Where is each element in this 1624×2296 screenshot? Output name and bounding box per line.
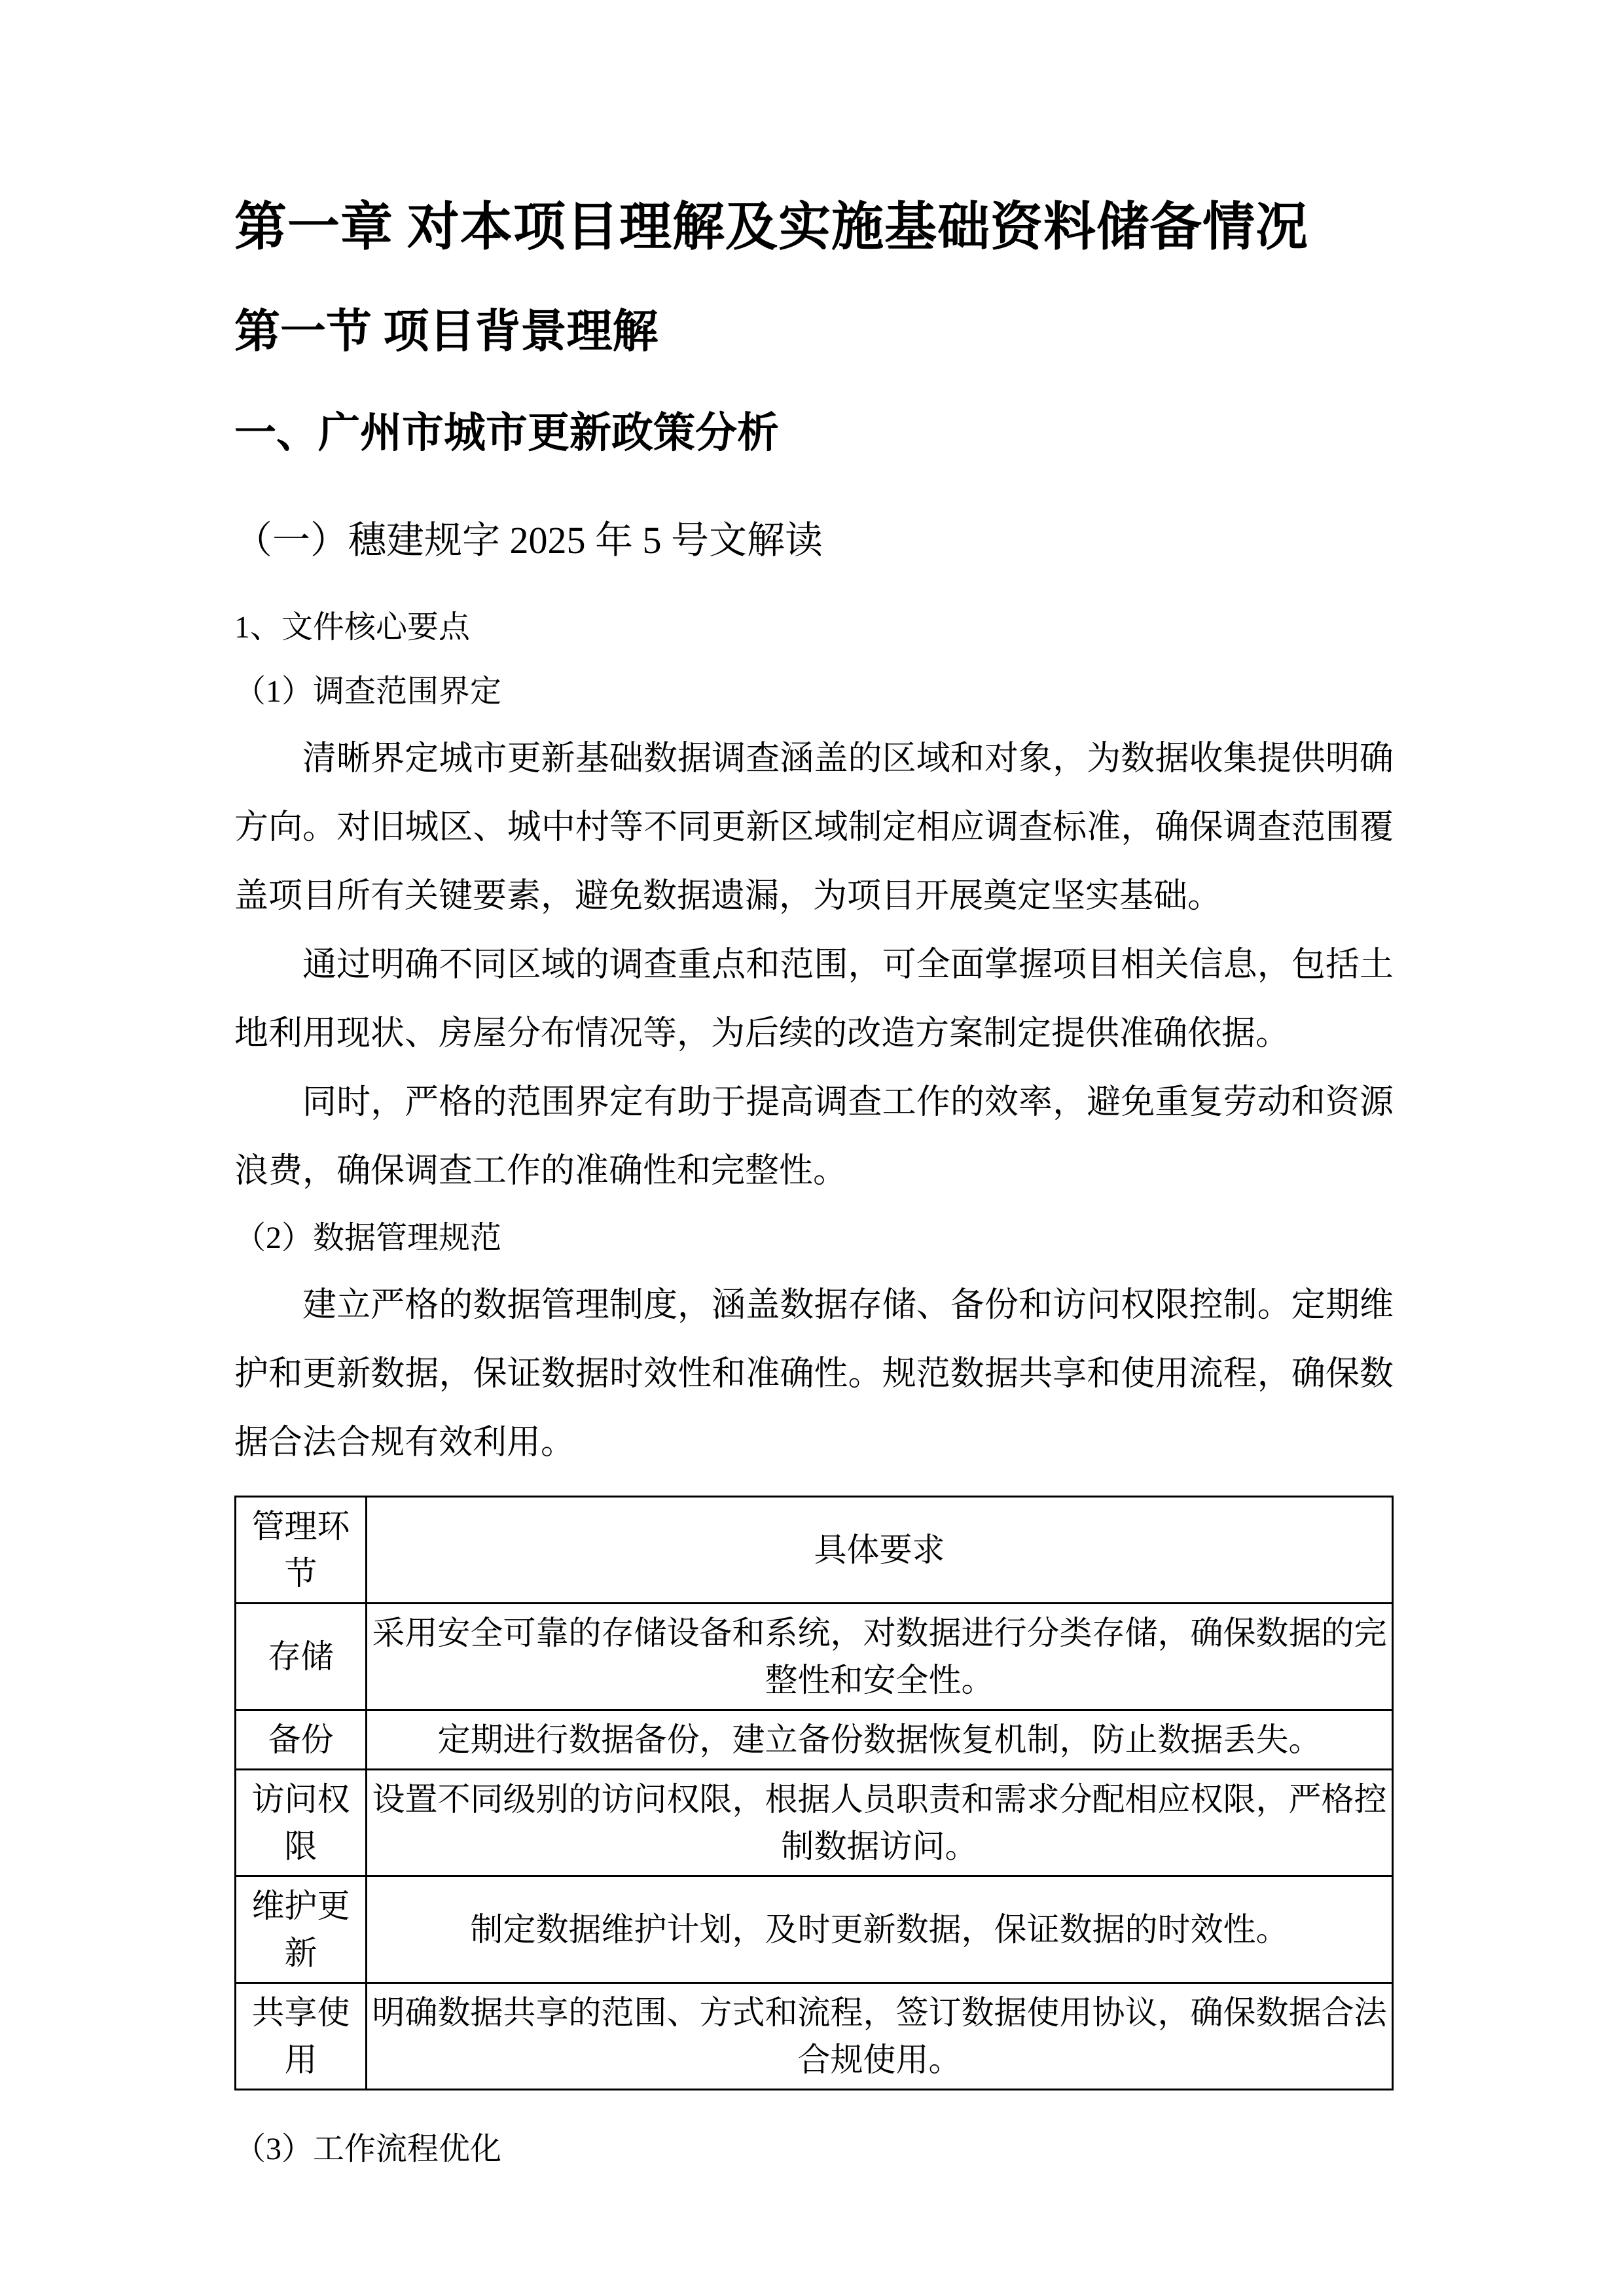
point-heading-core-points: 1、文件核心要点 — [234, 609, 471, 645]
paragraph-data-management: 建立严格的数据管理制度，涵盖数据存储、备份和访问权限控制。定期维护和更新数据，保证数据时效性和准确性。规范数据共享和使用流程，确保数据合法合规有效利用。 — [234, 1286, 1394, 1462]
table-cell-requirement: 设置不同级别的访问权限，根据人员职责和需求分配相应权限，严格控制数据访问。 — [367, 1769, 1393, 1876]
table-header-requirement: 具体要求 — [367, 1496, 1393, 1603]
table-cell-stage: 维护更新 — [236, 1876, 367, 1982]
table-cell-requirement: 定期进行数据备份，建立备份数据恢复机制，防止数据丢失。 — [367, 1710, 1393, 1769]
table-cell-stage: 访问权限 — [236, 1769, 367, 1876]
sub-point-workflow-optimization: （3）工作流程优化 — [234, 2131, 502, 2166]
table-header-stage: 管理环节 — [236, 1496, 367, 1603]
table-cell-requirement: 制定数据维护计划，及时更新数据，保证数据的时效性。 — [367, 1876, 1393, 1982]
table-cell-requirement: 明确数据共享的范围、方式和流程，签订数据使用协议，确保数据合法合规使用。 — [367, 1982, 1393, 2089]
chapter-title: 第一章 对本项目理解及实施基础资料储备情况 — [234, 199, 1308, 257]
table-row — [236, 1769, 1393, 1876]
paragraph-scope-definition: 清晰界定城市更新基础数据调查涵盖的区域和对象，为数据收集提供明确方向。对旧城区、城中村等不同更新区域制定相应调查标准，确保调查范围覆盖项目所有关键要素，避免数据遗漏，为项目开展奠定坚实基础。 — [234, 740, 1394, 915]
table-header-row — [236, 1496, 1393, 1603]
table-row — [236, 1710, 1393, 1769]
item-heading-policy-doc: （一）穗建规字 2025 年 5 号文解读 — [234, 518, 823, 562]
table-cell-stage: 备份 — [236, 1710, 367, 1769]
data-management-table — [234, 1496, 1394, 2090]
subsection-title: 一、广州市城市更新政策分析 — [234, 409, 779, 456]
table-cell-stage: 共享使用 — [236, 1982, 367, 2089]
paragraph-scope-benefit: 通过明确不同区域的调查重点和范围，可全面掌握项目相关信息，包括土地利用现状、房屋分布情况等，为后续的改造方案制定提供准确依据。 — [234, 946, 1394, 1052]
table-row — [236, 1603, 1393, 1710]
section-title: 第一节 项目背景理解 — [234, 307, 659, 357]
sub-point-data-management: （2）数据管理规范 — [234, 1220, 502, 1255]
table-cell-stage: 存储 — [236, 1603, 367, 1710]
table-cell-requirement: 采用安全可靠的存储设备和系统，对数据进行分类存储，确保数据的完整性和安全性。 — [367, 1603, 1393, 1710]
table-row — [236, 1982, 1393, 2089]
sub-point-survey-scope: （1）调查范围界定 — [234, 673, 502, 709]
table-row — [236, 1876, 1393, 1982]
paragraph-scope-efficiency: 同时，严格的范围界定有助于提高调查工作的效率，避免重复劳动和资源浪费，确保调查工作的准确性和完整性。 — [234, 1083, 1394, 1190]
